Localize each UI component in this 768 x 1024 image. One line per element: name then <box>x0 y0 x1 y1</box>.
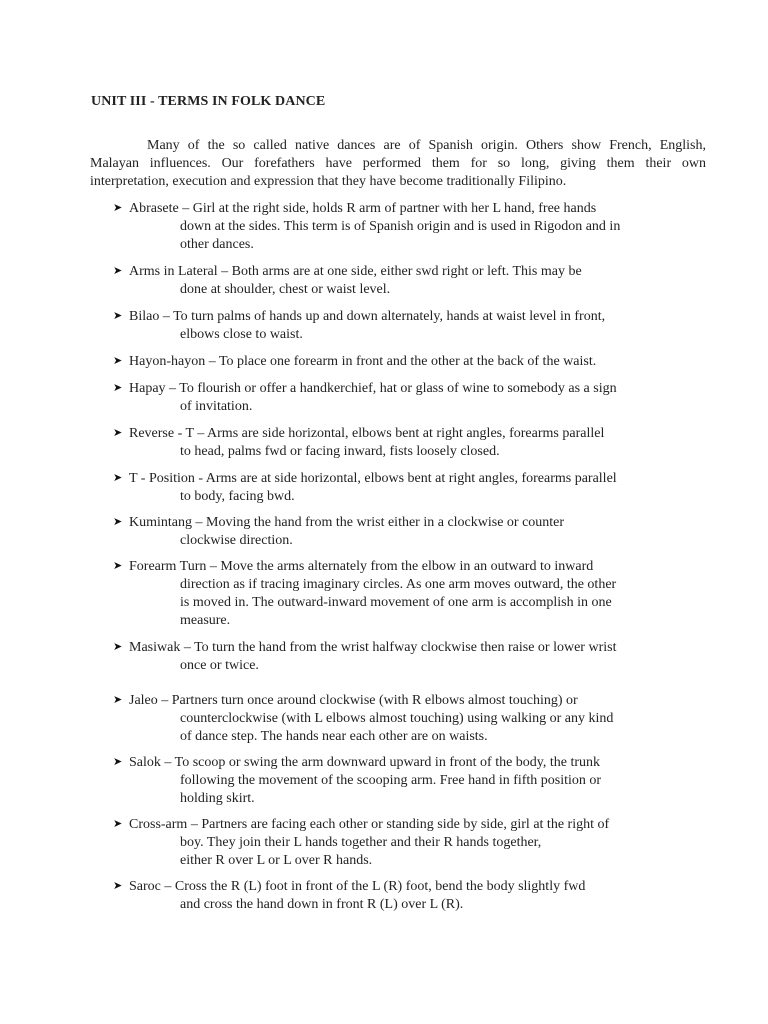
term-line: measure. <box>180 613 231 628</box>
term-cross-arm <box>113 815 713 870</box>
term-line: once or twice. <box>180 658 259 673</box>
arrow-bullet-icon: ➤ <box>113 559 123 572</box>
term-line: Abrasete – Girl at the right side, holds R arm of partner with her L hand, free hands <box>129 201 597 216</box>
term-reverse-t <box>113 424 713 461</box>
term-line: Forearm Turn – Move the arms alternately from the elbow in an outward to inward <box>129 559 594 574</box>
term-masiwak <box>113 638 713 675</box>
term-line: counterclockwise (with L elbows almost touching) using walking or any kind <box>180 711 614 726</box>
term-line: either R over L or L over R hands. <box>180 853 373 868</box>
intro-line: Many of the so called native dances are of Spanish origin. Others show French, English, <box>147 138 706 153</box>
arrow-bullet-icon: ➤ <box>113 354 123 367</box>
arrow-bullet-icon: ➤ <box>113 471 123 484</box>
arrow-bullet-icon: ➤ <box>113 640 123 653</box>
arrow-bullet-icon: ➤ <box>113 515 123 528</box>
term-t-position <box>113 469 713 506</box>
term-line: Arms in Lateral – Both arms are at one side, either swd right or left. This may be <box>129 264 582 279</box>
term-line: clockwise direction. <box>180 533 293 548</box>
intro-line: Malayan influences. Our forefathers have performed them for so long, giving them their own <box>90 156 706 171</box>
arrow-bullet-icon: ➤ <box>113 381 123 394</box>
term-abrasete <box>113 199 713 254</box>
intro-paragraph <box>90 137 706 191</box>
term-line: Cross-arm – Partners are facing each other or standing side by side, girl at the right of <box>129 817 610 832</box>
term-line: Reverse - T – Arms are side horizontal, elbows bent at right angles, forearms parallel <box>129 426 605 441</box>
term-hapay <box>113 379 713 416</box>
term-line: Saroc – Cross the R (L) foot in front of the L (R) foot, bend the body slightly fwd <box>129 879 586 894</box>
arrow-bullet-icon: ➤ <box>113 201 123 214</box>
term-line: T - Position - Arms are at side horizontal, elbows bent at right angles, forearms parallel <box>129 471 617 486</box>
arrow-bullet-icon: ➤ <box>113 817 123 830</box>
term-line: other dances. <box>180 237 254 252</box>
arrow-bullet-icon: ➤ <box>113 426 123 439</box>
term-line: Salok – To scoop or swing the arm downward upward in front of the body, the trunk <box>129 755 601 770</box>
term-line: to head, palms fwd or facing inward, fists loosely closed. <box>180 444 500 459</box>
term-line: holding skirt. <box>180 791 255 806</box>
document-title: UNIT III - TERMS IN FOLK DANCE <box>91 94 326 109</box>
term-line: to body, facing bwd. <box>180 489 295 504</box>
term-line: done at shoulder, chest or waist level. <box>180 282 391 297</box>
term-line: of dance step. The hands near each other are on waists. <box>180 729 488 744</box>
term-line: direction as if tracing imaginary circles. As one arm moves outward, the other <box>180 577 617 592</box>
term-hayon-hayon <box>113 352 713 371</box>
term-line: Hapay – To flourish or offer a handkerchief, hat or glass of wine to somebody as a sign <box>129 381 617 396</box>
term-jaleo <box>113 691 713 746</box>
intro-line: interpretation, execution and expression that they have become traditionally Filipino. <box>90 174 567 189</box>
term-saroc <box>113 877 713 914</box>
term-line: is moved in. The outward-inward movement of one arm is accomplish in one <box>180 595 612 610</box>
term-line: Bilao – To turn palms of hands up and down alternately, hands at waist level in front, <box>129 309 606 324</box>
term-line: Masiwak – To turn the hand from the wrist halfway clockwise then raise or lower wrist <box>129 640 617 655</box>
arrow-bullet-icon: ➤ <box>113 693 123 706</box>
arrow-bullet-icon: ➤ <box>113 879 123 892</box>
term-line: of invitation. <box>180 399 253 414</box>
term-arms-in-lateral <box>113 262 713 299</box>
term-line: boy. They join their L hands together and their R hands together, <box>180 835 542 850</box>
term-line: Hayon-hayon – To place one forearm in front and the other at the back of the waist. <box>129 354 597 369</box>
arrow-bullet-icon: ➤ <box>113 755 123 768</box>
term-kumintang <box>113 513 713 550</box>
term-line: elbows close to waist. <box>180 327 303 342</box>
arrow-bullet-icon: ➤ <box>113 309 123 322</box>
term-forearm-turn <box>113 557 713 630</box>
term-line: and cross the hand down in front R (L) over L (R). <box>180 897 464 912</box>
term-line: Jaleo – Partners turn once around clockwise (with R elbows almost touching) or <box>129 693 578 708</box>
arrow-bullet-icon: ➤ <box>113 264 123 277</box>
term-bilao <box>113 307 713 344</box>
term-line: down at the sides. This term is of Spanish origin and is used in Rigodon and in <box>180 219 621 234</box>
term-line: Kumintang – Moving the hand from the wrist either in a clockwise or counter <box>129 515 565 530</box>
term-line: following the movement of the scooping arm. Free hand in fifth position or <box>180 773 602 788</box>
term-salok <box>113 753 713 808</box>
